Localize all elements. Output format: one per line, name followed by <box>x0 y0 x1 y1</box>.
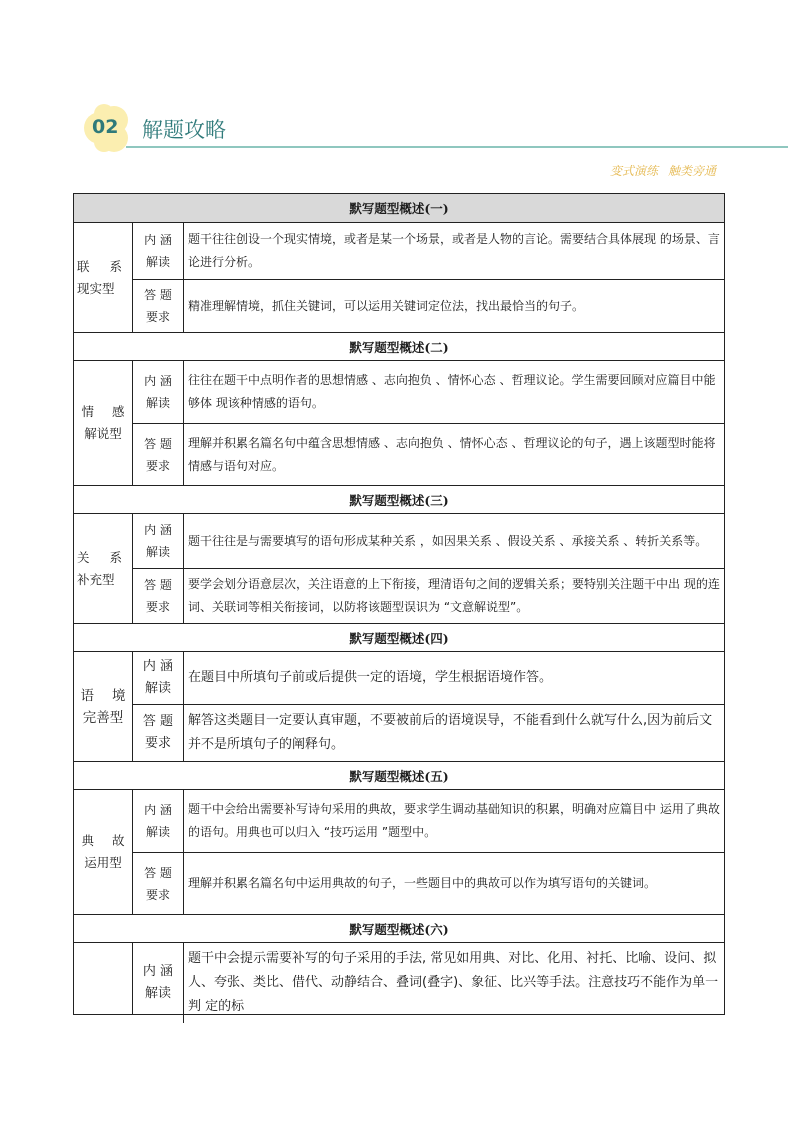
row-text: 在题目中所填句子前或后提供一定的语境，学生根据语境作答。 <box>188 670 553 685</box>
type-char: 故 <box>112 833 125 848</box>
type-char: 语 <box>80 687 94 704</box>
row-label <box>133 705 184 761</box>
row-label <box>133 943 184 1023</box>
label-line: 解读 <box>145 255 170 269</box>
label-line: 要求 <box>145 310 170 324</box>
label-line: 答 题 <box>144 865 172 880</box>
type-rest: 完善型 <box>82 709 124 726</box>
type-block <box>74 361 724 486</box>
label-line: 答 题 <box>142 714 174 729</box>
row-text: 题干中会提示需要补写的句子采用的手法, 常见如用典、对比、化用、衬托、比喻、设问、拟人、夸张、类比、借代、动静结合、叠词(叠字)、象征、比兴等手法。注意技巧不能作为单一判 定的标 <box>188 951 719 1014</box>
label-line: 解读 <box>145 545 170 559</box>
type-name <box>74 943 133 1014</box>
row-label <box>133 223 184 279</box>
block-heading: 默写题型概述(一) <box>74 194 724 223</box>
row-label <box>133 361 184 423</box>
block-heading: 默写题型概述(六) <box>74 915 724 943</box>
type-rest: 解说型 <box>84 426 122 441</box>
type-char: 联 <box>77 258 90 274</box>
label-line: 答 题 <box>144 288 172 302</box>
section-title: 解题攻略 <box>142 118 226 142</box>
label-line: 内 涵 <box>144 523 172 537</box>
block-heading: 默写题型概述(五) <box>74 762 724 790</box>
label-line: 解读 <box>144 986 171 1001</box>
header-divider <box>126 146 788 148</box>
section-subtitle <box>600 162 716 179</box>
type-char: 情 <box>81 404 94 419</box>
label-line: 要求 <box>145 887 170 902</box>
label-line: 内 涵 <box>142 659 174 674</box>
row-label <box>133 280 184 332</box>
row-label <box>133 514 184 568</box>
label-line: 解读 <box>144 681 171 696</box>
type-rest: 运用型 <box>84 855 122 870</box>
label-line: 内 涵 <box>142 964 174 979</box>
row-text: 解答这类题目一定要认真审题，不要被前后的语境误导，不能看到什么就写什么,因为前后文并不是所填句子的阐释句。 <box>188 713 713 752</box>
row-label <box>133 853 184 914</box>
type-name <box>74 790 133 914</box>
subtitle-b: 触类旁通 <box>667 164 716 178</box>
row-label <box>133 424 184 485</box>
row-text: 往往在题干中点明作者的思想情感 、志向抱负 、情怀心态 、哲理议论。学生需要回顾对应篇目中能够体 现该种情感的语句。 <box>188 373 716 410</box>
type-char: 系 <box>109 258 122 274</box>
type-rest: 现实型 <box>77 280 115 296</box>
row-label <box>133 790 184 852</box>
label-line: 内 涵 <box>144 803 172 817</box>
type-char: 感 <box>112 404 125 419</box>
row-text: 理解并积累名篇名句中运用典故的句子，一些题目中的典故可以作为填写语句的关键词。 <box>188 876 657 890</box>
type-block <box>74 223 724 333</box>
type-name <box>74 361 133 485</box>
dictation-types-table <box>73 193 725 1015</box>
type-block <box>74 943 724 1015</box>
row-label <box>133 652 184 704</box>
type-char: 典 <box>81 833 94 848</box>
type-block <box>74 790 724 915</box>
row-text: 要学会划分语意层次，关注语意的上下衔接，理清语句之间的逻辑关系；要特别关注题干中出 现的连词、关联词等相关衔接词，以防将该题型误识为 “文意解说型”。 <box>188 577 720 614</box>
type-char: 关 <box>77 549 90 565</box>
type-rest: 补充型 <box>77 571 115 587</box>
block-heading: 默写题型概述(四) <box>74 624 724 652</box>
row-label <box>133 569 184 623</box>
row-text: 题干往往创设一个现实情境，或者是某一个场景，或者是人物的言论。需要结合具体展现 的场景、言论进行分析。 <box>188 232 720 269</box>
type-block <box>74 514 724 624</box>
row-text: 题干中会给出需要补写诗句采用的典故，要求学生调动基础知识的积累，明确对应篇目中 运用了典故的语句。用典也可以归入 “技巧运用 ”题型中。 <box>188 802 720 839</box>
type-block <box>74 652 724 762</box>
label-line: 内 涵 <box>144 374 172 388</box>
type-char: 境 <box>112 687 126 704</box>
block-heading: 默写题型概述(三) <box>74 486 724 514</box>
section-header <box>80 100 720 160</box>
subtitle-a: 变式演练 <box>609 164 658 178</box>
type-name <box>74 652 133 761</box>
label-line: 解读 <box>145 396 170 410</box>
label-line: 要求 <box>144 736 171 751</box>
row-text: 精准理解情境，抓住关键词，可以运用关键词定位法，找出最恰当的句子。 <box>188 298 585 313</box>
row-text: 题干往往是与需要填写的语句形成某种关系 ，如因果关系 、假设关系 、承接关系 、转折关系等。 <box>188 533 708 548</box>
block-heading: 默写题型概述(二) <box>74 333 724 361</box>
label-line: 内 涵 <box>144 233 172 247</box>
type-name <box>74 514 133 623</box>
section-number: 02 <box>92 116 119 138</box>
label-line: 要求 <box>145 600 170 614</box>
row-text: 理解并积累名篇名句中蕴含思想情感 、志向抱负 、情怀心态 、哲理议论的句子，遇上该题型时能将情感与语句对应。 <box>188 435 716 473</box>
type-name <box>74 223 133 332</box>
label-line: 解读 <box>145 825 170 839</box>
type-char: 系 <box>109 549 122 565</box>
label-line: 要求 <box>145 458 170 473</box>
label-line: 答 题 <box>144 578 172 592</box>
label-line: 答 题 <box>144 436 172 451</box>
